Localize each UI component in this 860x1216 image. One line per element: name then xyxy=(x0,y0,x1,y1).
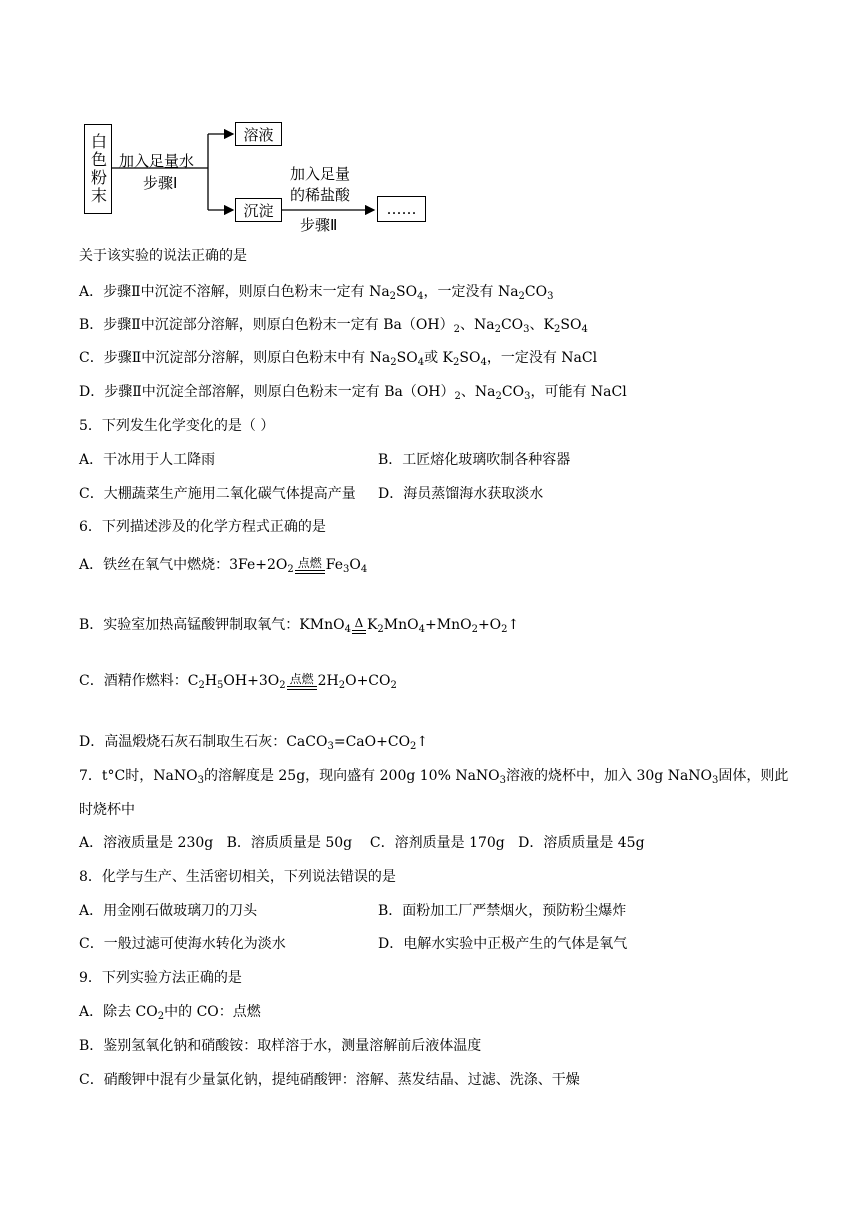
flow-diagram xyxy=(0,0,860,240)
diagram-connectors xyxy=(0,0,860,240)
q8-stem: 8．化学与生产、生活密切相关，下列说法错误的是 xyxy=(79,869,396,885)
q6-option-d: D．高温煅烧石灰石制取生石灰：$CaCO_3=CaO+CO_2↑$ xyxy=(79,734,429,752)
q5-option-b: B．工匠熔化玻璃吹制各种容器 xyxy=(378,452,571,468)
q6-option-c: C．酒精作燃料：$C_2H_5OH+3O_2$ 点燃 $2H_2O+CO_2$ xyxy=(79,671,397,691)
q5-option-c: C．大棚蔬菜生产施用二氧化碳气体提高产量 xyxy=(79,486,356,502)
condition-mark: 点燃 xyxy=(295,557,325,574)
solution-box xyxy=(235,122,282,146)
q5-stem: 5．下列发生化学变化的是（ ） xyxy=(79,418,275,434)
precipitate-box xyxy=(235,198,282,222)
q4-stem: 关于该实验的说法正确的是 xyxy=(79,248,247,264)
step2-label-1: 加入足量 xyxy=(290,165,351,183)
start-box xyxy=(84,124,112,214)
q8-option-c: C．一般过滤可使海水转化为淡水 xyxy=(79,936,286,952)
q8-option-a: A．用金刚石做玻璃刀的刀头 xyxy=(79,903,258,919)
result-box-label: …… xyxy=(386,200,417,218)
condition-mark: 点燃 xyxy=(287,673,317,690)
precipitate-box-label: 沉淀 xyxy=(243,201,274,220)
q9-option-a: A．除去 $CO_2$中的 CO：点燃 xyxy=(79,1004,261,1022)
q5-option-a: A．干冰用于人工降雨 xyxy=(79,452,216,468)
q6-option-b: B．实验室加热高锰酸钾制取氧气：KMnO$_4$ Δ $K_2MnO_4+MnO_2+O_2↑$ xyxy=(79,615,520,635)
q4-option-a: A．步骤Ⅱ中沉淀不溶解，则原白色粉末一定有 $Na_2SO_4$，一定没有 $Na_2CO_3$ xyxy=(79,284,554,302)
q9-option-b: B．鉴别氢氧化钠和硝酸铵：取样溶于水，测量溶解前后液体温度 xyxy=(79,1038,482,1054)
step1-name: 步骤Ⅰ xyxy=(143,174,178,192)
step1-label: 加入足量水 xyxy=(119,152,195,170)
step2-label-2: 的稀盐酸 xyxy=(290,186,351,204)
q7-options: A．溶液质量是 230g B．溶质质量是 50g C．溶剂质量是 170g D．溶质质量是 45g xyxy=(79,835,645,851)
q4-option-c: C．步骤Ⅱ中沉淀部分溶解，则原白色粉末中有 $Na_2SO_4$或 $K_2SO_4$，一定没有 NaCl xyxy=(79,350,598,368)
q9-stem: 9．下列实验方法正确的是 xyxy=(79,970,242,986)
q8-option-d: D．电解水实验中正极产生的气体是氧气 xyxy=(378,936,628,952)
result-box xyxy=(377,196,426,222)
q4-option-b: B．步骤Ⅱ中沉淀部分溶解，则原白色粉末一定有 $Ba(OH)_2$、$Na_2CO_3$、$K_2SO_4$ xyxy=(79,317,588,335)
q7-stem-line1: 7．t°C时，NaNO$_3$的溶解度是 25g，现向盛有 200g 10% NaNO$_3$溶液的烧杯中，加入 30g NaNO$_3$固体，则此 xyxy=(79,768,789,786)
q6-option-a: A．铁丝在氧气中燃烧：$3Fe+2O_2$ 点燃 $Fe_3O_4$ xyxy=(79,555,368,575)
q6-stem: 6．下列描述涉及的化学方程式正确的是 xyxy=(79,519,326,535)
q9-option-c: C．硝酸钾中混有少量氯化钠，提纯硝酸钾：溶解、蒸发结晶、过滤、洗涤、干燥 xyxy=(79,1072,580,1088)
q8-option-b: B．面粉加工厂严禁烟火，预防粉尘爆炸 xyxy=(378,903,627,919)
step2-name: 步骤Ⅱ xyxy=(300,216,338,234)
q4-option-d: D．步骤Ⅱ中沉淀全部溶解，则原白色粉末一定有 $Ba(OH)_2$、$Na_2CO_3$，可能有 NaCl xyxy=(79,384,627,402)
q7-stem-line2: 时烧杯中 xyxy=(79,802,135,818)
solution-box-label: 溶液 xyxy=(243,125,274,144)
condition-mark: Δ xyxy=(352,617,366,634)
start-box-label: 白色粉末 xyxy=(88,133,108,205)
q5-option-d: D．海员蒸馏海水获取淡水 xyxy=(378,486,544,502)
